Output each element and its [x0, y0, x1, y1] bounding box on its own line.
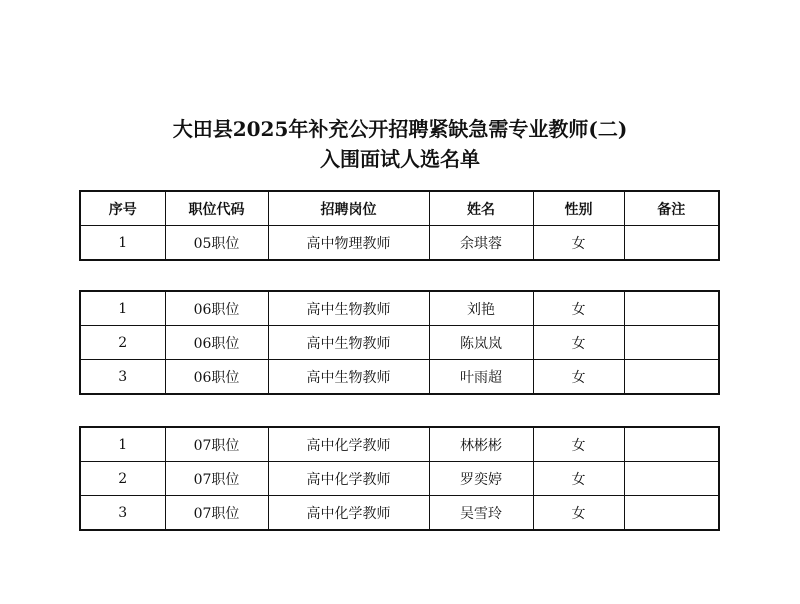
cell-remarks: [624, 291, 719, 326]
table-row: [80, 291, 719, 326]
header-job-title: 招聘岗位: [268, 191, 429, 226]
cell-job-title: 高中化学教师: [268, 427, 429, 462]
roster-table-biology: [79, 290, 720, 395]
table-header-row: [80, 191, 719, 226]
cell-name: 吴雪玲: [429, 496, 533, 531]
roster-table-physics: [79, 190, 720, 261]
cell-position-code: 06职位: [165, 291, 268, 326]
cell-name: 罗奕婷: [429, 462, 533, 496]
header-seq: 序号: [80, 191, 165, 226]
cell-remarks: [624, 496, 719, 531]
table-row: [80, 360, 719, 395]
cell-position-code: 05职位: [165, 226, 268, 261]
cell-remarks: [624, 462, 719, 496]
cell-remarks: [624, 427, 719, 462]
cell-gender: 女: [533, 291, 624, 326]
cell-seq: 2: [80, 326, 165, 360]
header-gender: 性别: [533, 191, 624, 226]
cell-name: 余琪蓉: [429, 226, 533, 261]
cell-seq: 1: [80, 427, 165, 462]
cell-gender: 女: [533, 326, 624, 360]
cell-job-title: 高中生物教师: [268, 291, 429, 326]
cell-position-code: 06职位: [165, 326, 268, 360]
cell-seq: 3: [80, 496, 165, 531]
cell-remarks: [624, 226, 719, 261]
cell-job-title: 高中生物教师: [268, 326, 429, 360]
cell-seq: 1: [80, 226, 165, 261]
cell-gender: 女: [533, 462, 624, 496]
cell-name: 林彬彬: [429, 427, 533, 462]
table-row: [80, 326, 719, 360]
cell-position-code: 07职位: [165, 427, 268, 462]
cell-position-code: 06职位: [165, 360, 268, 395]
cell-job-title: 高中化学教师: [268, 462, 429, 496]
cell-job-title: 高中物理教师: [268, 226, 429, 261]
cell-job-title: 高中化学教师: [268, 496, 429, 531]
cell-gender: 女: [533, 496, 624, 531]
cell-seq: 3: [80, 360, 165, 395]
cell-job-title: 高中生物教师: [268, 360, 429, 395]
cell-name: 陈岚岚: [429, 326, 533, 360]
document-title: 大田县2025年补充公开招聘紧缺急需专业教师(二): [172, 117, 628, 141]
cell-remarks: [624, 326, 719, 360]
header-name: 姓名: [429, 191, 533, 226]
cell-gender: 女: [533, 427, 624, 462]
cell-gender: 女: [533, 360, 624, 395]
cell-name: 叶雨超: [429, 360, 533, 395]
header-remarks: 备注: [624, 191, 719, 226]
cell-seq: 1: [80, 291, 165, 326]
cell-remarks: [624, 360, 719, 395]
table-row: [80, 462, 719, 496]
table-row: [80, 496, 719, 531]
cell-position-code: 07职位: [165, 462, 268, 496]
cell-position-code: 07职位: [165, 496, 268, 531]
cell-seq: 2: [80, 462, 165, 496]
cell-name: 刘艳: [429, 291, 533, 326]
document-subtitle: 入围面试人选名单: [320, 147, 480, 171]
cell-gender: 女: [533, 226, 624, 261]
roster-table-chemistry: [79, 426, 720, 531]
table-row: [80, 226, 719, 261]
header-position-code: 职位代码: [165, 191, 268, 226]
table-row: [80, 427, 719, 462]
